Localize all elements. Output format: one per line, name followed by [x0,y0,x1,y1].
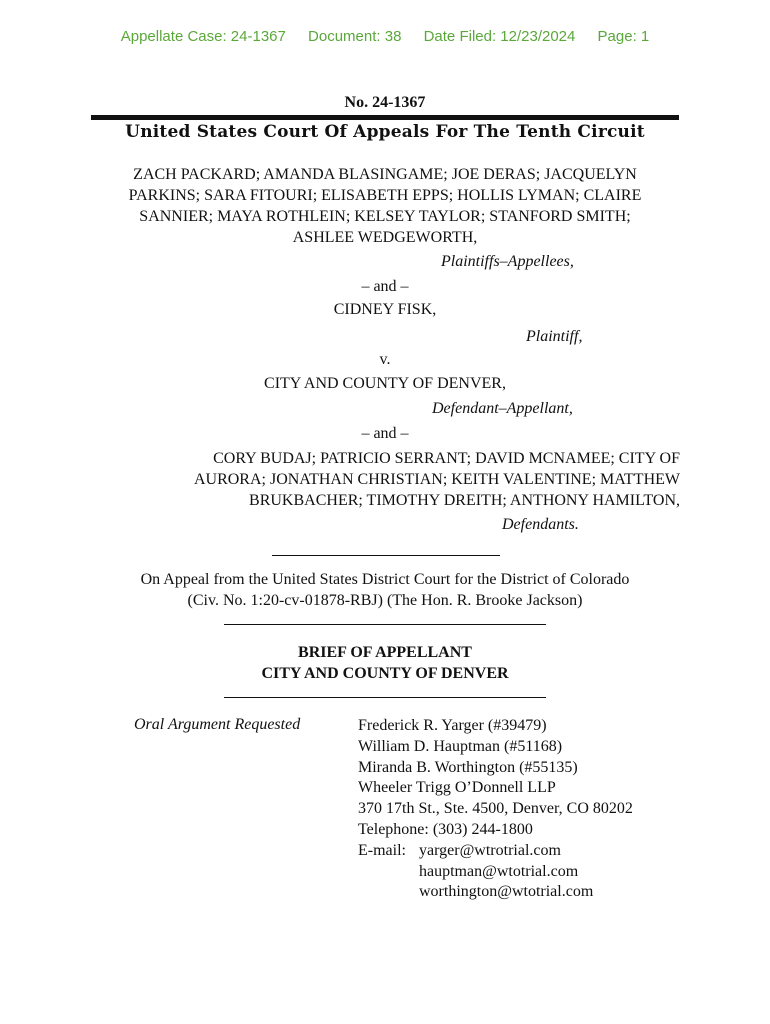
and-separator: – and – [361,278,409,295]
plaintiffs-appellees-role: Plaintiffs–Appellees, [441,253,574,270]
stamp-date-filed: Date Filed: 12/23/2024 [423,28,576,45]
and-separator: – and – [361,425,409,442]
court-name: United States Court Of Appeals For The Tenth Circuit [125,122,645,142]
stamp-page: Page: 1 [597,28,650,45]
brief-title-line: CITY AND COUNTY OF DENVER [261,665,509,682]
counsel-line: Frederick R. Yarger (#39479) [358,717,547,734]
counsel-line: William D. Hauptman (#51168) [358,737,563,755]
defendant-appellant-role: Defendant–Appellant, [432,400,573,417]
section-divider [224,697,546,698]
brief-title [0,642,770,684]
stamp-document: Document: 38 [308,28,402,45]
counsel-block [358,716,633,903]
party-names-line: AURORA; JONATHAN CHRISTIAN; KEITH VALENTINE; MATTHEW [193,471,680,488]
email-address[interactable]: worthington@wtotrial.com [419,883,594,901]
defendants-block [135,448,680,511]
party-names-line: ZACH PACKARD; AMANDA BLASINGAME; JOE DERAS; JACQUELYN [133,166,637,183]
email-address[interactable]: yarger@wtrotrial.com [419,841,561,859]
defendant-appellant-name: CITY AND COUNTY OF DENVER, [264,375,506,392]
case-number: No. 24-1367 [344,94,426,111]
counsel-line: Wheeler Trigg O’Donnell LLP [358,779,556,797]
party-names-line: ASHLEE WEDGEWORTH, [292,229,478,246]
counsel-line: 370 17th St., Ste. 4500, Denver, CO 80202 [358,800,633,818]
stamp-case: Appellate Case: 24-1367 [120,28,286,45]
counsel-line: Telephone: (303) 244-1800 [358,820,533,838]
oral-argument-note: Oral Argument Requested [134,716,301,733]
filing-stamp-header [0,28,770,45]
email-address[interactable]: hauptman@wtotrial.com [419,862,579,880]
appeal-line: On Appeal from the United States District Court for the District of Colorado [140,571,630,588]
section-divider [272,555,500,556]
versus: v. [379,351,391,368]
title-divider [91,115,679,120]
party-names-line: SANNIER; MAYA ROTHLEIN; KELSEY TAYLOR; STANFORD SMITH; [139,208,631,225]
party-names-line: CORY BUDAJ; PATRICIO SERRANT; DAVID MCNAMEE; CITY OF [213,450,680,467]
party-names-line: BRUKBACHER; TIMOTHY DREITH; ANTHONY HAMILTON, [249,492,680,509]
brief-title-line: BRIEF OF APPELLANT [298,644,472,661]
email-label: E-mail: [358,841,406,859]
appeal-line: (Civ. No. 1:20-cv-01878-RBJ) (The Hon. R. Brooke Jackson) [187,592,583,609]
plaintiff-name: CIDNEY FISK, [333,301,437,318]
section-divider [224,624,546,625]
plaintiff-role: Plaintiff, [526,328,583,345]
party-names-line: PARKINS; SARA FITOURI; ELISABETH EPPS; HOLLIS LYMAN; CLAIRE [128,187,642,204]
email-row [358,841,633,862]
counsel-line: Miranda B. Worthington (#55135) [358,758,578,776]
plaintiffs-appellees-block [100,164,670,248]
appeal-from [0,569,770,611]
defendants-role: Defendants. [502,516,579,533]
